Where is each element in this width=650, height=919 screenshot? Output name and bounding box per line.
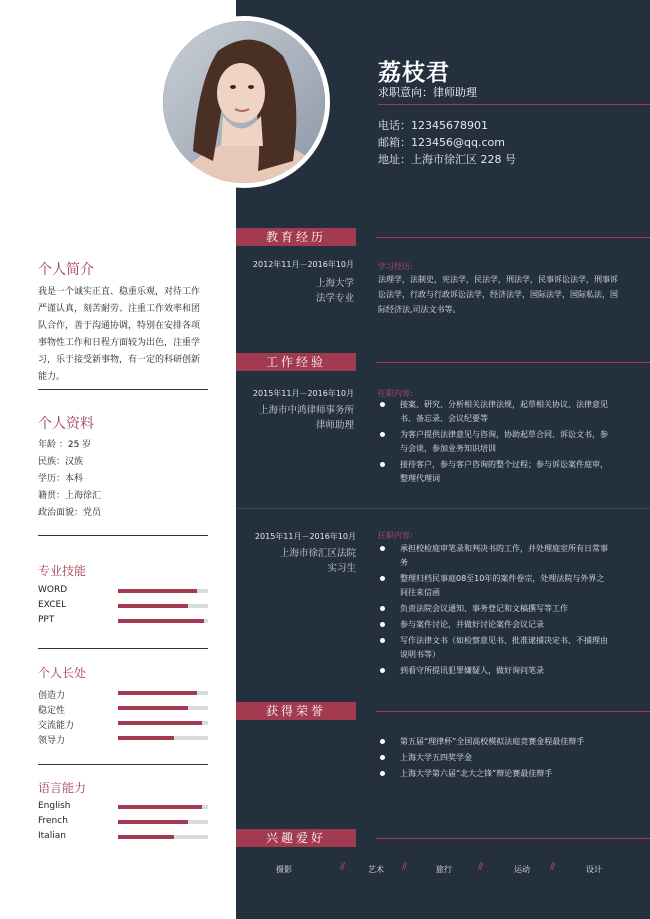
work2-title: 任职内容: (378, 531, 413, 540)
info-hometown: 籍贯：上海徐汇 (38, 491, 102, 501)
work2-list (378, 542, 608, 680)
info-age: 年龄 ：25 岁 (38, 440, 92, 450)
strength-fill (118, 706, 188, 710)
work1-org: 上海市中鸿律师事务所 (258, 405, 354, 416)
work2-role: 实习生 (327, 563, 356, 574)
info-politics: 政治面貌：党员 (38, 508, 102, 518)
divider (376, 237, 650, 238)
lang-bar (118, 835, 208, 839)
list-item: 承担校检庭审笔录和判决书的工作，并处理庭室所有日常事务 (378, 542, 608, 570)
job-objective: 求职意向：律师助理 (378, 86, 477, 99)
skill-bar (118, 604, 208, 608)
skill-fill (118, 589, 197, 593)
skill-bar (118, 619, 208, 623)
list-item: 接待客户，参与客户咨询的整个过程；参与诉讼案件庭审，整理代理词 (378, 458, 608, 486)
hobby-item: 运动 (514, 865, 530, 874)
profile-photo (158, 16, 330, 188)
list-item: 写作法律文书（如检察意见书、批准逮捕决定书、不捕理由说明书等） (378, 634, 608, 662)
list-item: 第五届“理律杯”全国高校模拟法庭竞赛金程最佳辩手 (378, 735, 628, 749)
lang-title: 语言能力 (38, 781, 87, 795)
work1-role: 律师助理 (315, 420, 354, 431)
strength-fill (118, 721, 202, 725)
lang-label: Italian (38, 831, 66, 841)
edu-major: 法学专业 (315, 293, 354, 304)
list-item: 上海大学第六届“北大之锋”辩论赛最佳辩手 (378, 767, 628, 781)
divider (38, 648, 208, 649)
edu-desc: 法理学，法制史，宪法学，民法学，刑法学，民事诉讼法学，刑事诉讼法学，行政与行政诉讼法学，经济法学，国际法学，国际私法，国际经济法,司法文书等。 (378, 275, 618, 314)
divider (376, 711, 650, 712)
lang-fill (118, 835, 174, 839)
strengths-title: 个人长处 (38, 666, 87, 680)
strength-bar (118, 736, 208, 740)
lang-label: English (38, 801, 71, 811)
strength-bar (118, 691, 208, 695)
work1-list (378, 398, 608, 488)
hobby-separator: // (478, 862, 483, 872)
hobby-item: 旅行 (436, 865, 452, 874)
address: 地址：上海市徐汇区 228 号 (378, 153, 516, 166)
section-education: 教育经历 (236, 228, 356, 246)
lang-fill (118, 805, 202, 809)
strength-bar (118, 721, 208, 725)
hobby-item: 摄影 (276, 865, 292, 874)
info-title: 个人资料 (38, 416, 94, 432)
lang-label: French (38, 816, 68, 826)
divider (38, 764, 208, 765)
hobby-separator: // (402, 862, 407, 872)
list-item: 参与案件讨论，并做好讨论案件会议记录 (378, 618, 608, 632)
section-hobbies: 兴趣爱好 (236, 829, 356, 847)
edu-title: 学习经历: (378, 262, 413, 271)
divider (376, 838, 650, 839)
info-ethnicity: 民族：汉族 (38, 457, 84, 467)
divider (236, 508, 650, 509)
work1-title: 任职内容: (378, 389, 413, 398)
skill-label: WORD (38, 585, 68, 595)
list-item: 到看守所提讯犯罪嫌疑人，做好询问笔录 (378, 664, 608, 678)
honors-list (378, 735, 628, 783)
email: 邮箱：123456@qq.com (378, 136, 505, 149)
divider (38, 535, 208, 536)
lang-bar (118, 820, 208, 824)
work2-date: 2015年11月－2016年10月 (254, 532, 356, 541)
skill-bar (118, 589, 208, 593)
divider (378, 104, 650, 105)
skill-fill (118, 604, 188, 608)
strength-fill (118, 736, 174, 740)
skill-label: EXCEL (38, 600, 67, 610)
skill-fill (118, 619, 204, 623)
list-item: 整理归档民事庭08至10年的案件卷宗，处理法院与外界之间往来信函 (378, 572, 608, 600)
section-work: 工作经验 (236, 353, 356, 371)
divider (38, 389, 208, 390)
list-item: 上海大学五四奖学金 (378, 751, 628, 765)
intro-text: 我是一个诚实正直、稳重乐观，对待工作严谨认真，刻苦耐劳、注重工作效率和团队合作，善于沟通协调，特别在安排各项事物性工作和日程方面较为出色，注重学习，乐于接受新事物，有一定的科研创新能力。 (38, 287, 201, 382)
list-item: 负责法院会议通知、事务登记和文稿撰写等工作 (378, 602, 608, 616)
hobby-item: 艺术 (368, 865, 384, 874)
intro-title: 个人简介 (38, 262, 94, 278)
list-item: 接案、研究、分析相关法律法规，起草相关协议、法律意见书、备忘录、会议纪要等 (378, 398, 608, 426)
hobby-separator: // (550, 862, 555, 872)
name: 荔枝君 (378, 60, 450, 86)
lang-fill (118, 820, 188, 824)
info-education: 学历：本科 (38, 474, 84, 484)
edu-date: 2012年11月－2016年10月 (252, 260, 354, 269)
list-item: 为客户提供法律意见与咨询，协助起草合同、诉讼文书，参与会谈，参加业务知识培训 (378, 428, 608, 456)
work1-date: 2015年11月－2016年10月 (252, 389, 354, 398)
strength-label: 领导力 (38, 736, 66, 746)
lang-bar (118, 805, 208, 809)
skill-label: PPT (38, 615, 55, 625)
strength-label: 稳定性 (38, 706, 66, 716)
phone: 电话：12345678901 (378, 119, 488, 132)
strength-fill (118, 691, 197, 695)
strength-label: 创造力 (38, 691, 66, 701)
work2-org: 上海市徐汇区法院 (279, 548, 356, 559)
skills-title: 专业技能 (38, 564, 87, 578)
edu-school: 上海大学 (315, 278, 354, 289)
hobby-item: 设计 (586, 865, 602, 874)
hobby-separator: // (340, 862, 345, 872)
section-honors: 获得荣誉 (236, 702, 356, 720)
divider (376, 362, 650, 363)
strength-label: 交流能力 (38, 721, 75, 731)
strength-bar (118, 706, 208, 710)
